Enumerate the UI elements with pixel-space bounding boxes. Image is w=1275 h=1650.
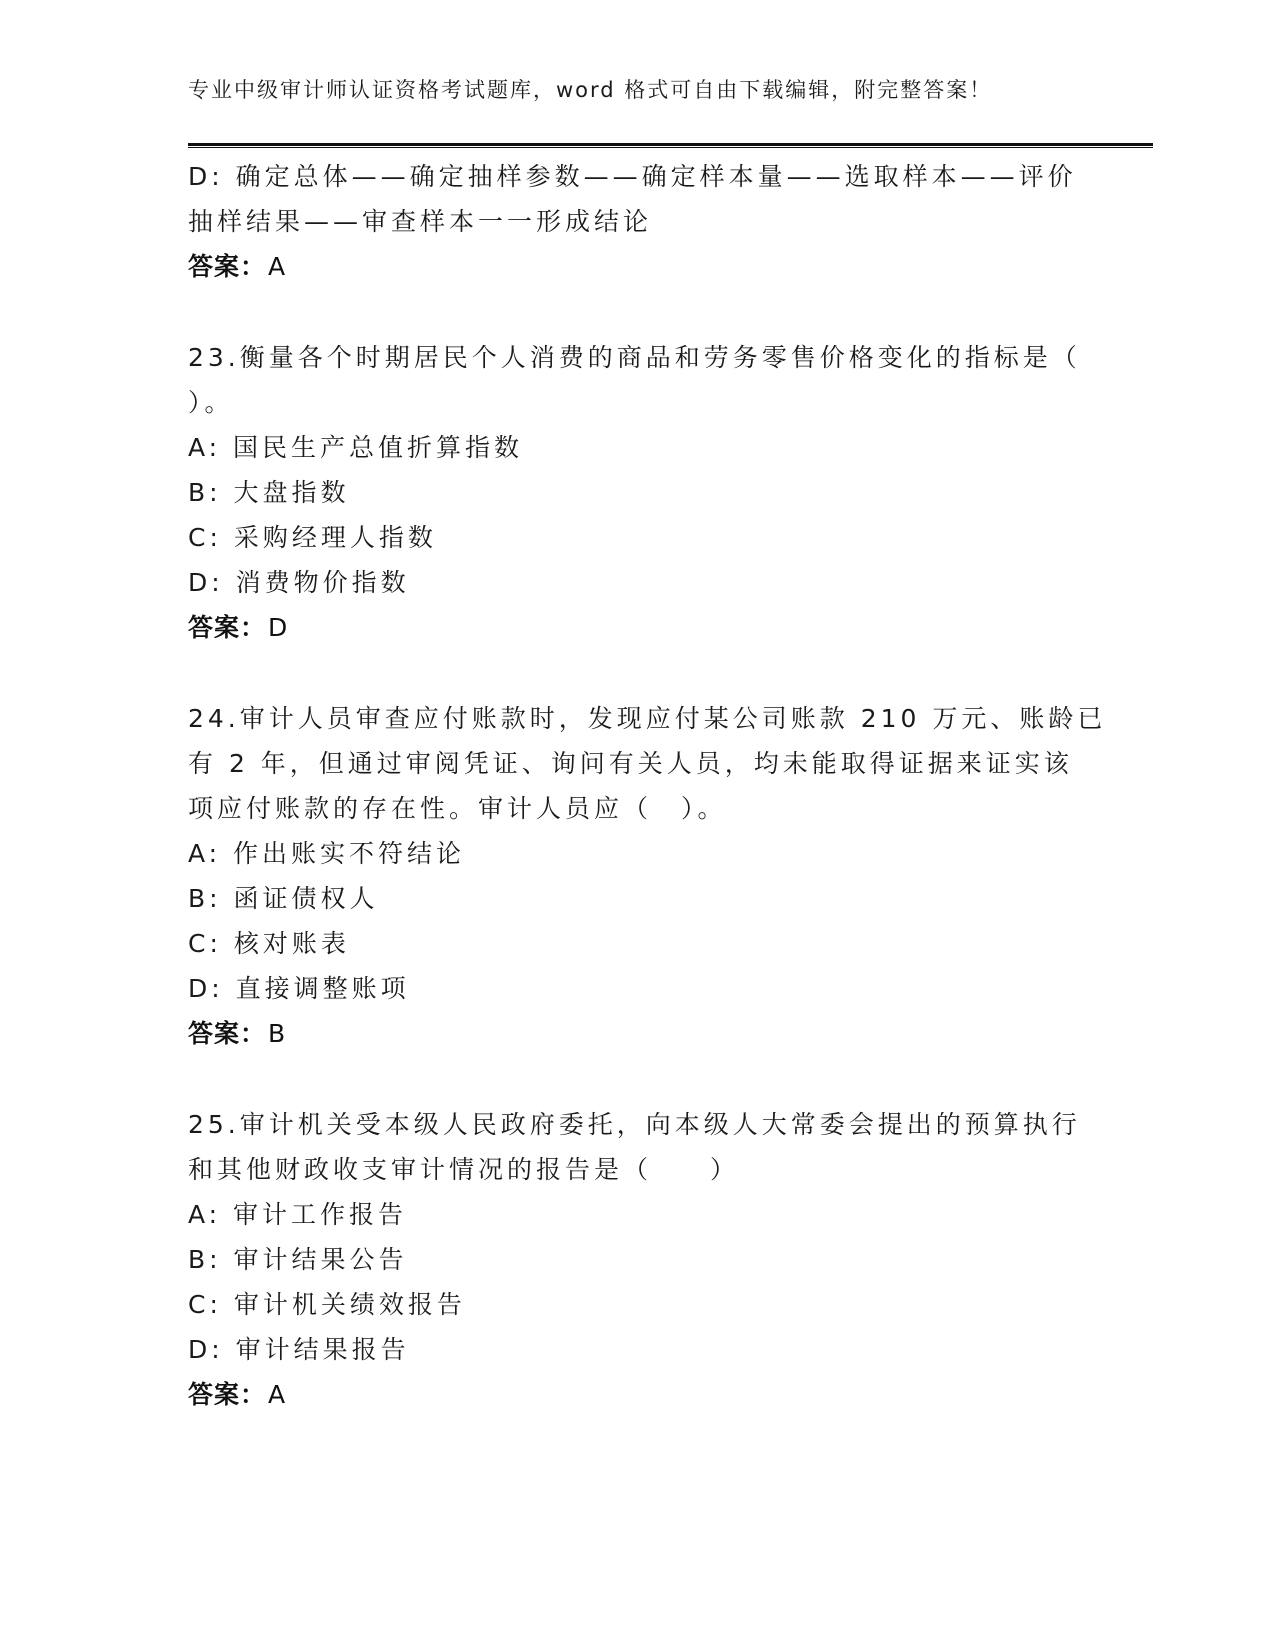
answer-line <box>188 1372 1088 1417</box>
answer-label: 答案： <box>188 252 267 281</box>
answer-line <box>188 1011 1088 1056</box>
option-a: A: 作出账实不符结论 <box>188 839 466 868</box>
answer-value: D <box>268 613 289 642</box>
prev-question-continuation <box>188 154 1088 289</box>
answer-line <box>188 244 1088 289</box>
option-a: A: 审计工作报告 <box>188 1200 408 1229</box>
option-c: C: 核对账表 <box>188 929 350 958</box>
question-stem-line: 和其他财政收支审计情况的报告是（ ） <box>188 1155 740 1184</box>
option-b: B: 函证债权人 <box>188 884 379 913</box>
option-d: D: 消费物价指数 <box>188 568 410 597</box>
page-header: 专业中级审计师认证资格考试题库，word 格式可自由下载编辑，附完整答案！ <box>188 78 993 102</box>
question-25 <box>188 1102 1088 1417</box>
option-d: D: 审计结果报告 <box>188 1335 410 1364</box>
question-stem-line: 有 2 年，但通过审阅凭证、询问有关人员，均未能取得证据来证实该 <box>188 749 1073 778</box>
answer-label: 答案： <box>188 1380 267 1409</box>
answer-value: A <box>268 252 287 281</box>
option-a: A: 国民生产总值折算指数 <box>188 433 524 462</box>
answer-label: 答案： <box>188 1019 267 1048</box>
answer-value: B <box>268 1019 287 1048</box>
question-stem-line: 24.审计人员审查应付账款时，发现应付某公司账款 210 万元、账龄已 <box>188 704 1107 733</box>
answer-label: 答案： <box>188 613 267 642</box>
answer-line <box>188 605 1088 650</box>
option-b: B: 大盘指数 <box>188 478 350 507</box>
header-divider <box>188 143 1153 148</box>
question-24 <box>188 696 1107 1056</box>
option-c: C: 采购经理人指数 <box>188 523 437 552</box>
option-c: C: 审计机关绩效报告 <box>188 1290 466 1319</box>
question-stem-line: 项应付账款的存在性。审计人员应（ ）。 <box>188 794 727 823</box>
question-stem-line: ）。 <box>188 388 234 417</box>
question-23 <box>188 335 1088 650</box>
option-d-line-2: 抽样结果——审查样本一一形成结论 <box>188 207 653 236</box>
option-d-line-1: D: 确定总体——确定抽样参数——确定样本量——选取样本——评价 <box>188 162 1077 191</box>
option-d: D: 直接调整账项 <box>188 974 410 1003</box>
question-stem-line: 25.审计机关受本级人民政府委托，向本级人大常委会提出的预算执行 <box>188 1110 1081 1139</box>
document-body <box>188 154 1107 1417</box>
option-b: B: 审计结果公告 <box>188 1245 408 1274</box>
answer-value: A <box>268 1380 287 1409</box>
question-stem-line: 23.衡量各个时期居民个人消费的商品和劳务零售价格变化的指标是（ <box>188 343 1081 372</box>
